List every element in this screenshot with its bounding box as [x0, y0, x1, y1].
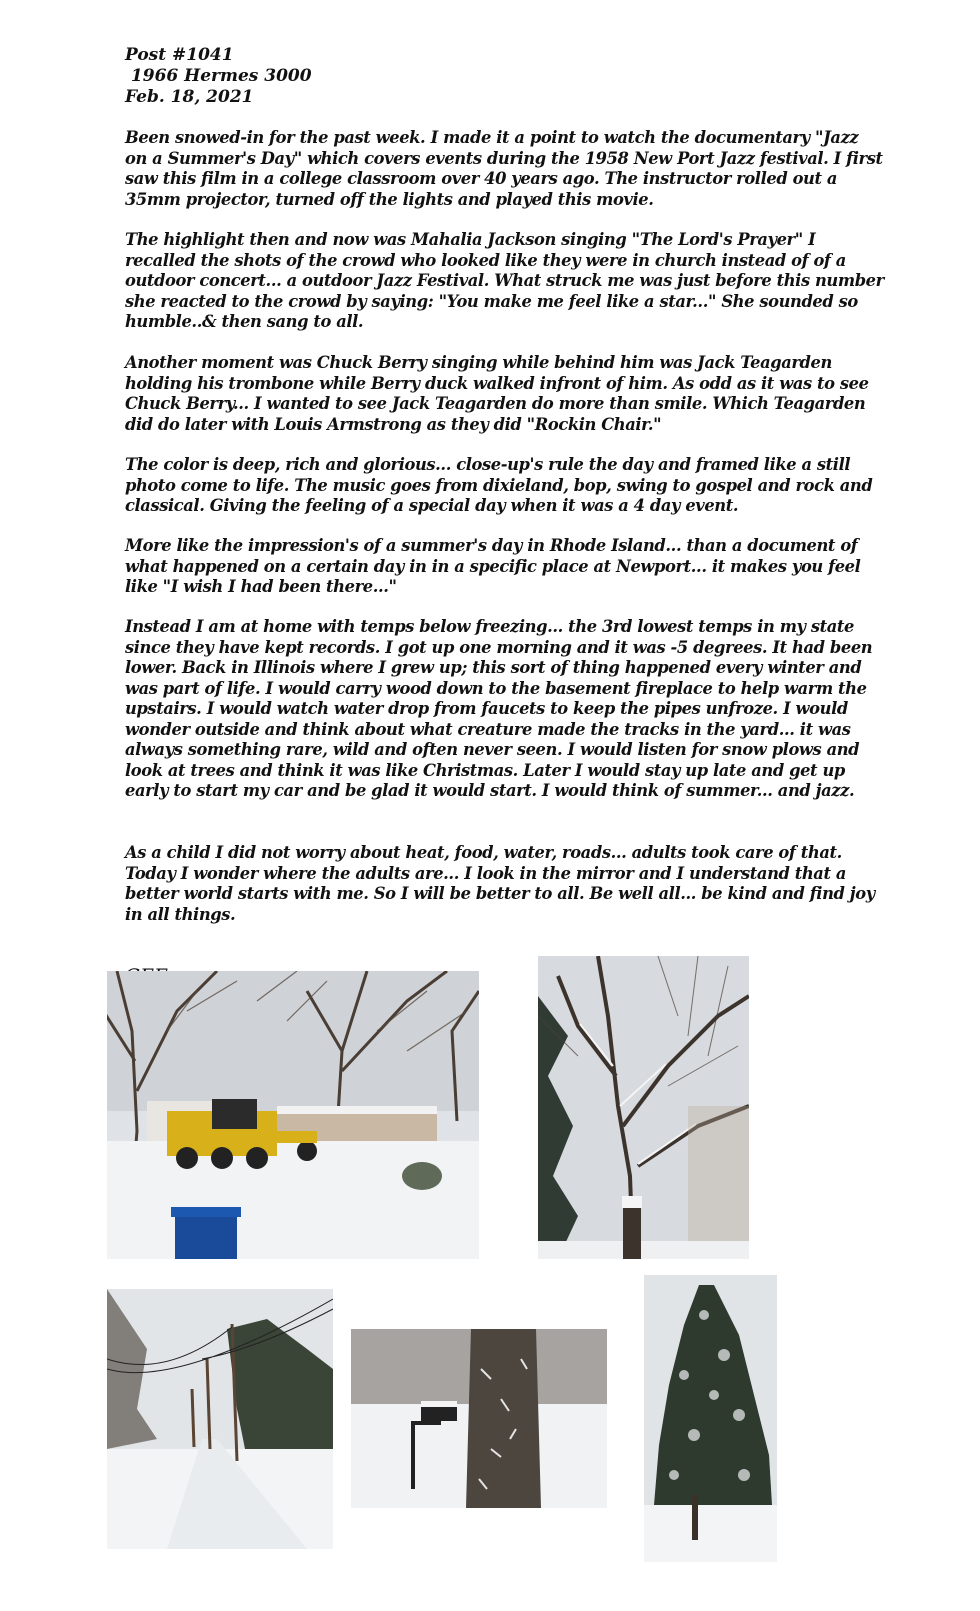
photo-evergreen — [644, 1275, 777, 1562]
paragraph-1: Been snowed-in for the past week. I made it a point to watch the documentary "Jazz on a Summer's Day" which covers events during the 1958 New Port Jazz festival. I first saw this film in a college classroom over 40 years ago. The instructor rolled out a 35mm projector, turned off the lights and played this movie. — [125, 128, 883, 209]
post-number: Post #1041 — [125, 45, 234, 65]
paragraph-6: Instead I am at home with temps below freezing... the 3rd lowest temps in my state since they have kept records. I got up one morning and it was -5 degrees. It had been lower. Back in Illinois where I grew up; this sort of thing happened every winter and was part of life. I would carry wood down to the basement fireplace to help warm the upstairs. I would watch water drop from faucets to keep the pipes unfroze. I would wonder outside and think about what creature made the tracks in the yard... it was always something rare, wild and often never seen. I would listen for snow plows and look at trees and think it was like Christmas. Later I would stay up late and get up early to start my car and be glad it would start. I would think of summer... and jazz. — [125, 617, 873, 800]
post-date: Feb. 18, 2021 — [125, 87, 254, 107]
photo-tree-trunk-mailbox — [351, 1329, 607, 1508]
paragraph-7: As a child I did not worry about heat, food, water, roads... adults took care of that. Today I wonder where the adults are... I look in the mirror and I understand that a better world starts with me. So I will be better to all. Be well all... be kind and find joy in all things. — [125, 843, 875, 924]
photo-snowy-road — [107, 1289, 333, 1549]
paragraph-2: The highlight then and now was Mahalia Jackson singing "The Lord's Prayer" I recalled the shots of the crowd who looked like they were in church instead of of a outdoor concert... a outdoor Jazz Festival. What struck me was just before this number she reacted to the crowd by saying: "You make me feel like a star..." She sounded so humble..& then sang to all. — [125, 230, 884, 331]
post-header — [125, 45, 312, 108]
paragraph-4: The color is deep, rich and glorious... close-up's rule the day and framed like a still photo come to life. The music goes from dixieland, bop, swing to gospel and rock and classical. Giving the feeling of a special day when it was a 4 day event. — [125, 455, 873, 515]
typewriter-model: 1966 Hermes 3000 — [125, 66, 312, 86]
photo-snowy-tree-tall — [538, 956, 749, 1259]
paragraph-3: Another moment was Chuck Berry singing while behind him was Jack Teagarden holding his trombone while Berry duck walked infront of him. As odd as it was to see Chuck Berry... I wanted to see Jack Teagarden do more than smile. Which Teagarden did do later with Louis Armstrong as they did "Rockin Chair." — [125, 353, 869, 434]
paragraph-5: More like the impression's of a summer's day in Rhode Island... than a document of what happened on a certain day in in a specific place at Newport... it makes you feel like "I wish I had been there..." — [125, 536, 861, 596]
photo-snow-plow — [107, 971, 479, 1259]
